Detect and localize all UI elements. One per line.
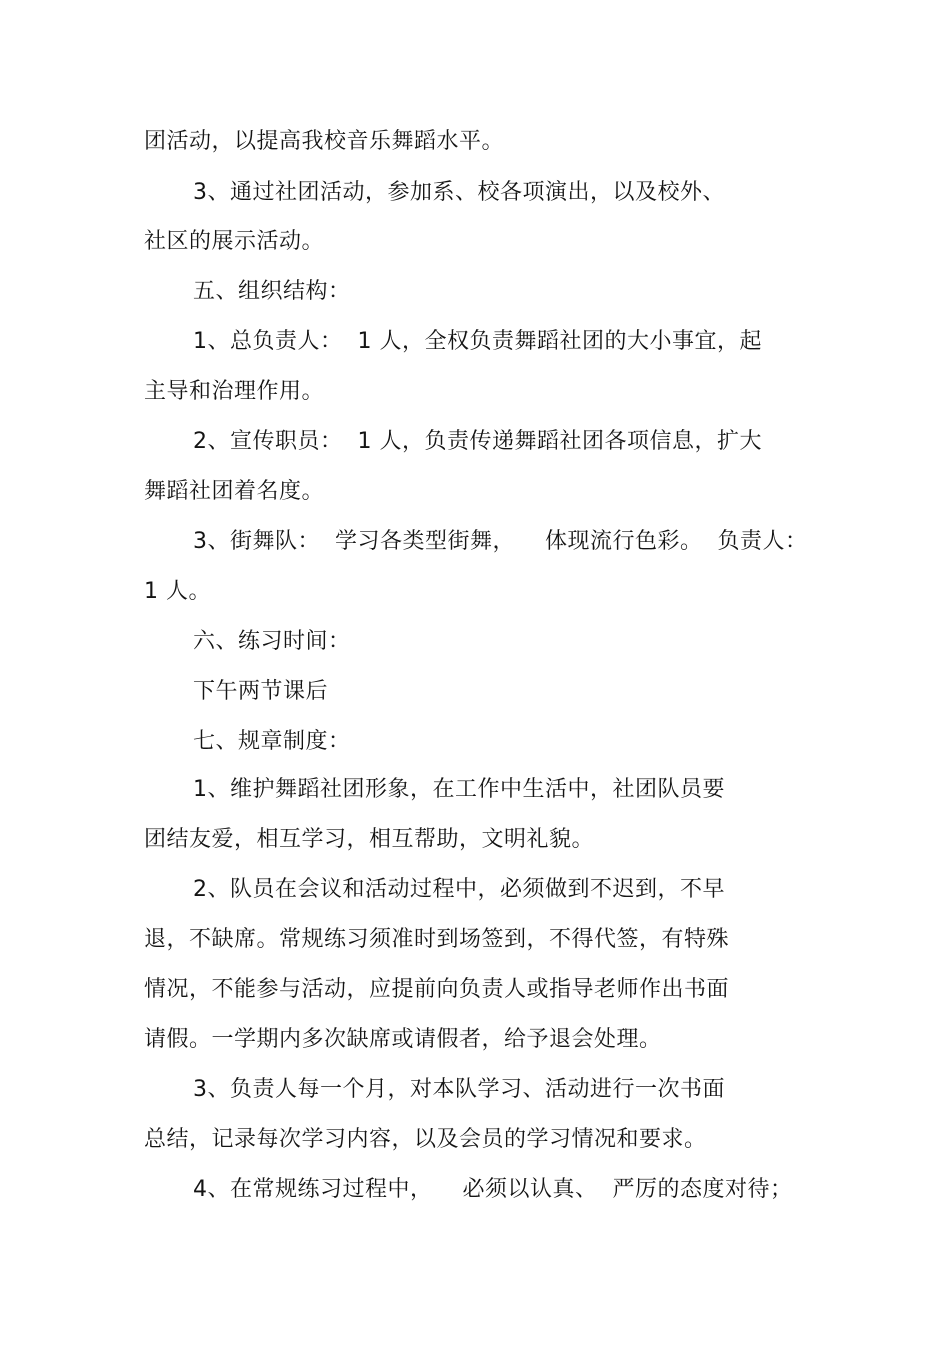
text-line: 1、总负责人： 1 人，全权负责舞蹈社团的大小事宜，起 xyxy=(193,329,762,354)
text-line: 3、街舞队： 学习各类型街舞， 体现流行色彩。 负责人： xyxy=(193,529,808,554)
text-line: 舞蹈社团着名度。 xyxy=(144,479,325,504)
text-line: 退，不缺席。常规练习须准时到场签到，不得代签，有特殊 xyxy=(144,927,730,952)
section-heading: 六、练习时间： xyxy=(193,629,351,654)
text-line: 3、通过社团活动，参加系、校各项演出，以及校外、 xyxy=(193,180,725,205)
text-line: 请假。一学期内多次缺席或请假者，给予退会处理。 xyxy=(144,1027,662,1052)
text-line: 4、在常规练习过程中， 必须以认真、 严厉的态度对待； xyxy=(193,1177,793,1202)
section-heading: 七、规章制度： xyxy=(193,729,351,754)
text-line: 2、队员在会议和活动过程中，必须做到不迟到，不早 xyxy=(193,877,725,902)
text-line: 社区的展示活动。 xyxy=(144,229,325,254)
text-line: 1 人。 xyxy=(144,579,211,604)
text-line: 主导和治理作用。 xyxy=(144,379,325,404)
text-line: 1、维护舞蹈社团形象，在工作中生活中，社团队员要 xyxy=(193,777,725,802)
text-line: 3、负责人每一个月，对本队学习、活动进行一次书面 xyxy=(193,1077,725,1102)
text-line: 团结友爱，相互学习，相互帮助，文明礼貌。 xyxy=(144,827,595,852)
section-heading: 五、组织结构： xyxy=(193,279,351,304)
text-line: 情况，不能参与活动，应提前向负责人或指导老师作出书面 xyxy=(144,977,730,1002)
text-line: 总结，记录每次学习内容，以及会员的学习情况和要求。 xyxy=(144,1127,707,1152)
text-line: 2、宣传职员： 1 人，负责传递舞蹈社团各项信息，扩大 xyxy=(193,429,762,454)
text-line: 下午两节课后 xyxy=(193,679,329,704)
text-line: 团活动，以提高我校音乐舞蹈水平。 xyxy=(144,129,505,154)
